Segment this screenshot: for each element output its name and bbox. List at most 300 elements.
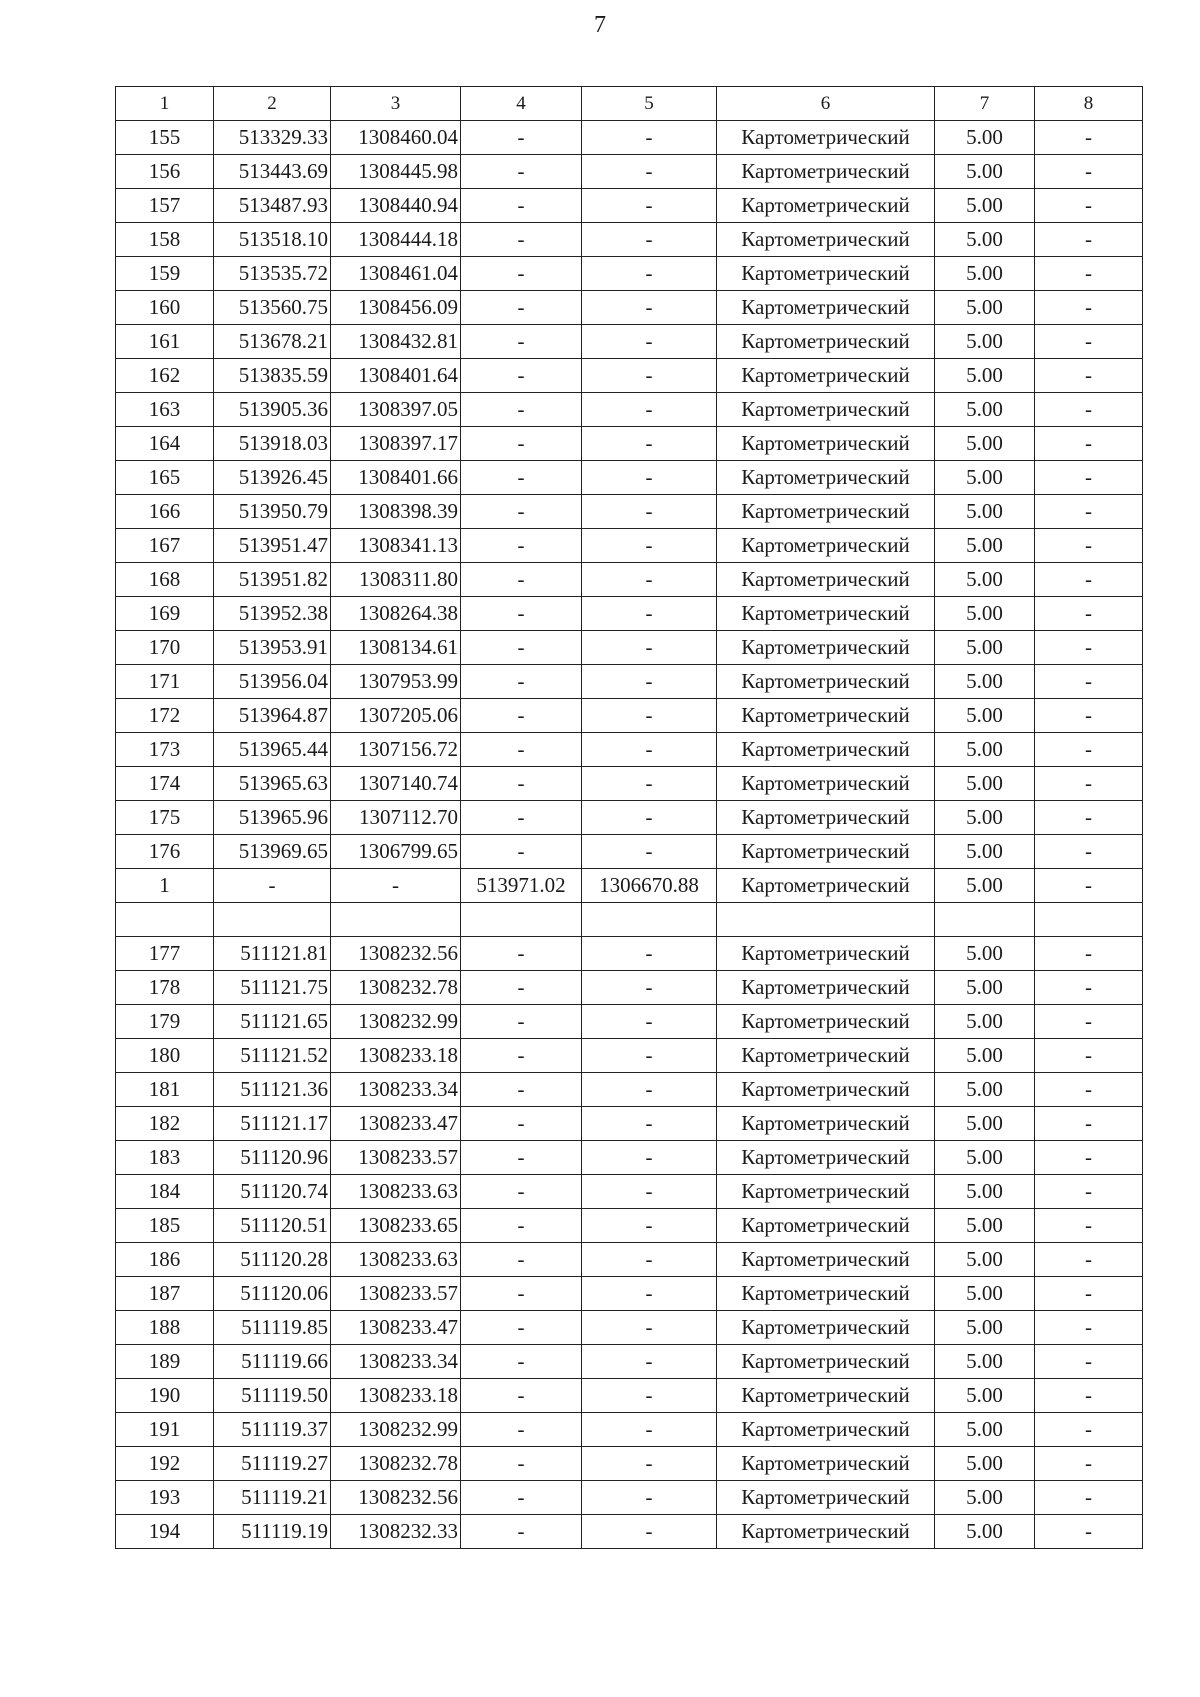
point-number-cell: 193 [116, 1481, 214, 1515]
table-row [116, 1311, 1143, 1345]
description-cell: - [1035, 121, 1143, 155]
table-row [116, 1277, 1143, 1311]
y-reference-cell: - [582, 699, 717, 733]
header-row [116, 87, 1143, 121]
y-reference-cell: - [582, 971, 717, 1005]
table-row [116, 937, 1143, 971]
method-cell: Картометрический [717, 1311, 935, 1345]
y-coordinate-cell: 1308233.57 [331, 1141, 461, 1175]
accuracy-cell: 5.00 [935, 937, 1035, 971]
x-reference-cell: - [461, 1447, 582, 1481]
point-number-cell: 167 [116, 529, 214, 563]
y-coordinate-cell: 1308440.94 [331, 189, 461, 223]
description-cell: - [1035, 971, 1143, 1005]
x-reference-cell: - [461, 1379, 582, 1413]
accuracy-cell: 5.00 [935, 1039, 1035, 1073]
method-cell: Картометрический [717, 1413, 935, 1447]
method-cell: Картометрический [717, 189, 935, 223]
table-row [116, 325, 1143, 359]
y-reference-cell: - [582, 427, 717, 461]
y-coordinate-cell: 1308232.33 [331, 1515, 461, 1549]
description-cell: - [1035, 801, 1143, 835]
description-cell: - [1035, 461, 1143, 495]
table-row [116, 1175, 1143, 1209]
table-row [116, 801, 1143, 835]
header-cell: 4 [461, 87, 582, 121]
y-reference-cell: - [582, 1413, 717, 1447]
accuracy-cell: 5.00 [935, 529, 1035, 563]
header-cell: 6 [717, 87, 935, 121]
table-row [116, 1005, 1143, 1039]
point-number-cell: 1 [116, 869, 214, 903]
accuracy-cell: 5.00 [935, 597, 1035, 631]
y-reference-cell: - [582, 529, 717, 563]
y-coordinate-cell: 1306799.65 [331, 835, 461, 869]
accuracy-cell: 5.00 [935, 121, 1035, 155]
point-number-cell: 170 [116, 631, 214, 665]
x-reference-cell: - [461, 189, 582, 223]
x-coordinate-cell: 511121.75 [214, 971, 331, 1005]
point-number-cell: 166 [116, 495, 214, 529]
method-cell: Картометрический [717, 1141, 935, 1175]
description-cell: - [1035, 1481, 1143, 1515]
y-coordinate-cell: 1307205.06 [331, 699, 461, 733]
y-coordinate-cell: 1308233.57 [331, 1277, 461, 1311]
y-reference-cell: - [582, 291, 717, 325]
x-coordinate-cell: 513956.04 [214, 665, 331, 699]
accuracy-cell: 5.00 [935, 223, 1035, 257]
accuracy-cell: 5.00 [935, 1447, 1035, 1481]
accuracy-cell: 5.00 [935, 699, 1035, 733]
y-coordinate-cell: 1308233.18 [331, 1039, 461, 1073]
y-reference-cell: - [582, 155, 717, 189]
x-coordinate-cell: 511119.37 [214, 1413, 331, 1447]
description-cell: - [1035, 223, 1143, 257]
y-coordinate-cell: 1308233.34 [331, 1345, 461, 1379]
x-coordinate-cell: 513951.82 [214, 563, 331, 597]
description-cell: - [1035, 1107, 1143, 1141]
accuracy-cell: 5.00 [935, 1175, 1035, 1209]
method-cell: Картометрический [717, 359, 935, 393]
y-reference-cell: - [582, 393, 717, 427]
method-cell: Картометрический [717, 121, 935, 155]
x-coordinate-cell: 511120.28 [214, 1243, 331, 1277]
method-cell: Картометрический [717, 1209, 935, 1243]
table-row [116, 869, 1143, 903]
point-number-cell: 186 [116, 1243, 214, 1277]
y-coordinate-cell: 1308232.56 [331, 937, 461, 971]
method-cell: Картометрический [717, 257, 935, 291]
table-row [116, 461, 1143, 495]
accuracy-cell: 5.00 [935, 1311, 1035, 1345]
description-cell: - [1035, 1039, 1143, 1073]
x-reference-cell: - [461, 597, 582, 631]
x-reference-cell: - [461, 223, 582, 257]
x-coordinate-cell: 513969.65 [214, 835, 331, 869]
x-coordinate-cell [214, 903, 331, 937]
x-reference-cell: - [461, 1481, 582, 1515]
x-coordinate-cell: 513953.91 [214, 631, 331, 665]
table-row [116, 1345, 1143, 1379]
table-row [116, 1107, 1143, 1141]
x-coordinate-cell: 511119.85 [214, 1311, 331, 1345]
table-row [116, 835, 1143, 869]
point-number-cell: 171 [116, 665, 214, 699]
table-row [116, 529, 1143, 563]
description-cell: - [1035, 1141, 1143, 1175]
point-number-cell: 189 [116, 1345, 214, 1379]
accuracy-cell: 5.00 [935, 767, 1035, 801]
y-reference-cell: - [582, 121, 717, 155]
y-coordinate-cell: 1308398.39 [331, 495, 461, 529]
y-reference-cell: 1306670.88 [582, 869, 717, 903]
table-row [116, 699, 1143, 733]
x-reference-cell: - [461, 835, 582, 869]
accuracy-cell: 5.00 [935, 1073, 1035, 1107]
y-reference-cell: - [582, 1447, 717, 1481]
y-reference-cell: - [582, 1277, 717, 1311]
x-reference-cell: - [461, 155, 582, 189]
x-reference-cell: - [461, 1311, 582, 1345]
description-cell: - [1035, 529, 1143, 563]
header-cell: 5 [582, 87, 717, 121]
point-number-cell: 183 [116, 1141, 214, 1175]
accuracy-cell: 5.00 [935, 257, 1035, 291]
method-cell: Картометрический [717, 767, 935, 801]
y-coordinate-cell [331, 903, 461, 937]
description-cell: - [1035, 835, 1143, 869]
x-coordinate-cell: 511120.96 [214, 1141, 331, 1175]
description-cell: - [1035, 665, 1143, 699]
point-number-cell: 192 [116, 1447, 214, 1481]
x-reference-cell: - [461, 427, 582, 461]
description-cell: - [1035, 699, 1143, 733]
accuracy-cell: 5.00 [935, 189, 1035, 223]
y-coordinate-cell: 1307140.74 [331, 767, 461, 801]
y-reference-cell: - [582, 835, 717, 869]
method-cell: Картометрический [717, 427, 935, 461]
accuracy-cell: 5.00 [935, 461, 1035, 495]
method-cell: Картометрический [717, 1175, 935, 1209]
point-number-cell: 157 [116, 189, 214, 223]
accuracy-cell: 5.00 [935, 1413, 1035, 1447]
x-coordinate-cell: 513835.59 [214, 359, 331, 393]
accuracy-cell: 5.00 [935, 665, 1035, 699]
x-coordinate-cell: 513965.96 [214, 801, 331, 835]
description-cell: - [1035, 1209, 1143, 1243]
x-reference-cell [461, 903, 582, 937]
point-number-cell: 164 [116, 427, 214, 461]
x-reference-cell: - [461, 1107, 582, 1141]
point-number-cell: 160 [116, 291, 214, 325]
x-reference-cell: - [461, 1141, 582, 1175]
description-cell: - [1035, 325, 1143, 359]
x-coordinate-cell: 513926.45 [214, 461, 331, 495]
accuracy-cell: 5.00 [935, 1277, 1035, 1311]
y-reference-cell: - [582, 359, 717, 393]
table-row [116, 1073, 1143, 1107]
x-coordinate-cell: 513518.10 [214, 223, 331, 257]
accuracy-cell: 5.00 [935, 1481, 1035, 1515]
y-reference-cell: - [582, 631, 717, 665]
table-row [116, 155, 1143, 189]
point-number-cell: 172 [116, 699, 214, 733]
method-cell: Картометрический [717, 597, 935, 631]
x-reference-cell: - [461, 529, 582, 563]
y-reference-cell: - [582, 1005, 717, 1039]
description-cell: - [1035, 937, 1143, 971]
accuracy-cell: 5.00 [935, 325, 1035, 359]
description-cell: - [1035, 1311, 1143, 1345]
method-cell: Картометрический [717, 835, 935, 869]
y-reference-cell: - [582, 223, 717, 257]
accuracy-cell: 5.00 [935, 631, 1035, 665]
table-row [116, 121, 1143, 155]
table-row [116, 563, 1143, 597]
point-number-cell: 159 [116, 257, 214, 291]
y-coordinate-cell: 1308401.66 [331, 461, 461, 495]
y-reference-cell: - [582, 257, 717, 291]
table-row [116, 733, 1143, 767]
point-number-cell: 156 [116, 155, 214, 189]
accuracy-cell: 5.00 [935, 427, 1035, 461]
y-reference-cell: - [582, 801, 717, 835]
point-number-cell: 188 [116, 1311, 214, 1345]
accuracy-cell: 5.00 [935, 155, 1035, 189]
point-number-cell: 191 [116, 1413, 214, 1447]
accuracy-cell: 5.00 [935, 563, 1035, 597]
method-cell: Картометрический [717, 1481, 935, 1515]
y-coordinate-cell: 1308233.63 [331, 1243, 461, 1277]
method-cell: Картометрический [717, 1073, 935, 1107]
y-reference-cell: - [582, 1209, 717, 1243]
x-coordinate-cell: 513952.38 [214, 597, 331, 631]
accuracy-cell: 5.00 [935, 1209, 1035, 1243]
point-number-cell: 185 [116, 1209, 214, 1243]
description-cell: - [1035, 1005, 1143, 1039]
y-coordinate-cell: 1308233.65 [331, 1209, 461, 1243]
accuracy-cell: 5.00 [935, 971, 1035, 1005]
x-reference-cell: - [461, 767, 582, 801]
y-coordinate-cell: 1308233.63 [331, 1175, 461, 1209]
method-cell: Картометрический [717, 1277, 935, 1311]
y-coordinate-cell: 1308397.17 [331, 427, 461, 461]
table-row [116, 1209, 1143, 1243]
y-reference-cell: - [582, 1379, 717, 1413]
accuracy-cell [935, 903, 1035, 937]
y-coordinate-cell: 1308311.80 [331, 563, 461, 597]
table-row [116, 971, 1143, 1005]
x-reference-cell: - [461, 1039, 582, 1073]
point-number-cell: 162 [116, 359, 214, 393]
table-row [116, 1447, 1143, 1481]
y-coordinate-cell: 1308444.18 [331, 223, 461, 257]
description-cell: - [1035, 1379, 1143, 1413]
point-number-cell: 163 [116, 393, 214, 427]
x-coordinate-cell: 511120.06 [214, 1277, 331, 1311]
y-coordinate-cell: - [331, 869, 461, 903]
accuracy-cell: 5.00 [935, 1379, 1035, 1413]
description-cell: - [1035, 869, 1143, 903]
x-coordinate-cell: 511120.74 [214, 1175, 331, 1209]
x-coordinate-cell: 511119.50 [214, 1379, 331, 1413]
description-cell [1035, 903, 1143, 937]
table-row [116, 665, 1143, 699]
header-cell: 1 [116, 87, 214, 121]
method-cell: Картометрический [717, 801, 935, 835]
x-reference-cell: - [461, 291, 582, 325]
y-reference-cell: - [582, 495, 717, 529]
description-cell: - [1035, 563, 1143, 597]
description-cell: - [1035, 427, 1143, 461]
accuracy-cell: 5.00 [935, 733, 1035, 767]
method-cell: Картометрический [717, 291, 935, 325]
x-reference-cell: - [461, 665, 582, 699]
y-reference-cell: - [582, 665, 717, 699]
table-row [116, 597, 1143, 631]
y-reference-cell: - [582, 1073, 717, 1107]
x-coordinate-cell: 511119.27 [214, 1447, 331, 1481]
x-reference-cell: - [461, 563, 582, 597]
point-number-cell: 182 [116, 1107, 214, 1141]
y-reference-cell: - [582, 1141, 717, 1175]
y-coordinate-cell: 1308461.04 [331, 257, 461, 291]
method-cell [717, 903, 935, 937]
x-reference-cell: - [461, 393, 582, 427]
x-reference-cell: - [461, 1175, 582, 1209]
accuracy-cell: 5.00 [935, 495, 1035, 529]
accuracy-cell: 5.00 [935, 1141, 1035, 1175]
x-coordinate-cell: 513487.93 [214, 189, 331, 223]
x-reference-cell: - [461, 1243, 582, 1277]
accuracy-cell: 5.00 [935, 291, 1035, 325]
point-number-cell: 187 [116, 1277, 214, 1311]
table-body [116, 121, 1143, 1549]
y-coordinate-cell: 1307156.72 [331, 733, 461, 767]
x-coordinate-cell: 513951.47 [214, 529, 331, 563]
method-cell: Картометрический [717, 529, 935, 563]
description-cell: - [1035, 1243, 1143, 1277]
y-coordinate-cell: 1308401.64 [331, 359, 461, 393]
description-cell: - [1035, 155, 1143, 189]
header-cell: 8 [1035, 87, 1143, 121]
description-cell: - [1035, 495, 1143, 529]
x-reference-cell: - [461, 937, 582, 971]
x-reference-cell: - [461, 1345, 582, 1379]
y-coordinate-cell: 1308264.38 [331, 597, 461, 631]
point-number-cell: 181 [116, 1073, 214, 1107]
table-row [116, 1413, 1143, 1447]
x-reference-cell: - [461, 1209, 582, 1243]
header-cell: 2 [214, 87, 331, 121]
method-cell: Картометрический [717, 1039, 935, 1073]
x-coordinate-cell: 513965.44 [214, 733, 331, 767]
description-cell: - [1035, 1515, 1143, 1549]
table-row [116, 1481, 1143, 1515]
x-reference-cell: - [461, 461, 582, 495]
x-coordinate-cell: 513918.03 [214, 427, 331, 461]
method-cell: Картометрический [717, 495, 935, 529]
accuracy-cell: 5.00 [935, 1243, 1035, 1277]
y-reference-cell: - [582, 1311, 717, 1345]
description-cell: - [1035, 1447, 1143, 1481]
x-coordinate-cell: - [214, 869, 331, 903]
point-number-cell: 169 [116, 597, 214, 631]
point-number-cell: 161 [116, 325, 214, 359]
accuracy-cell: 5.00 [935, 869, 1035, 903]
point-number-cell: 178 [116, 971, 214, 1005]
x-reference-cell: - [461, 1005, 582, 1039]
header-cell: 7 [935, 87, 1035, 121]
table-row [116, 631, 1143, 665]
accuracy-cell: 5.00 [935, 393, 1035, 427]
point-number-cell: 176 [116, 835, 214, 869]
table-row [116, 393, 1143, 427]
point-number-cell: 194 [116, 1515, 214, 1549]
accuracy-cell: 5.00 [935, 801, 1035, 835]
x-coordinate-cell: 513964.87 [214, 699, 331, 733]
x-coordinate-cell: 511121.65 [214, 1005, 331, 1039]
table-row [116, 1039, 1143, 1073]
description-cell: - [1035, 1175, 1143, 1209]
x-coordinate-cell: 511121.36 [214, 1073, 331, 1107]
description-cell: - [1035, 257, 1143, 291]
point-number-cell: 174 [116, 767, 214, 801]
description-cell: - [1035, 597, 1143, 631]
method-cell: Картометрический [717, 223, 935, 257]
point-number-cell: 190 [116, 1379, 214, 1413]
y-reference-cell: - [582, 1039, 717, 1073]
x-coordinate-cell: 513905.36 [214, 393, 331, 427]
method-cell: Картометрический [717, 971, 935, 1005]
y-coordinate-cell: 1308445.98 [331, 155, 461, 189]
x-reference-cell: - [461, 1277, 582, 1311]
x-coordinate-cell: 513965.63 [214, 767, 331, 801]
method-cell: Картометрический [717, 699, 935, 733]
y-coordinate-cell: 1308432.81 [331, 325, 461, 359]
x-reference-cell: - [461, 699, 582, 733]
y-reference-cell: - [582, 733, 717, 767]
y-coordinate-cell: 1308233.47 [331, 1311, 461, 1345]
description-cell: - [1035, 767, 1143, 801]
y-reference-cell: - [582, 1243, 717, 1277]
point-number-cell: 165 [116, 461, 214, 495]
method-cell: Картометрический [717, 1447, 935, 1481]
x-coordinate-cell: 511121.52 [214, 1039, 331, 1073]
x-coordinate-cell: 511119.21 [214, 1481, 331, 1515]
accuracy-cell: 5.00 [935, 1107, 1035, 1141]
y-coordinate-cell: 1308397.05 [331, 393, 461, 427]
method-cell: Картометрический [717, 1005, 935, 1039]
description-cell: - [1035, 359, 1143, 393]
accuracy-cell: 5.00 [935, 835, 1035, 869]
point-number-cell: 155 [116, 121, 214, 155]
x-reference-cell: - [461, 359, 582, 393]
x-reference-cell: 513971.02 [461, 869, 582, 903]
x-coordinate-cell: 513443.69 [214, 155, 331, 189]
y-reference-cell: - [582, 1345, 717, 1379]
y-reference-cell: - [582, 1107, 717, 1141]
y-reference-cell: - [582, 767, 717, 801]
table-row [116, 257, 1143, 291]
table-row [116, 767, 1143, 801]
y-reference-cell: - [582, 461, 717, 495]
x-reference-cell: - [461, 801, 582, 835]
y-coordinate-cell: 1308233.47 [331, 1107, 461, 1141]
y-coordinate-cell: 1307112.70 [331, 801, 461, 835]
accuracy-cell: 5.00 [935, 1515, 1035, 1549]
method-cell: Картометрический [717, 563, 935, 597]
